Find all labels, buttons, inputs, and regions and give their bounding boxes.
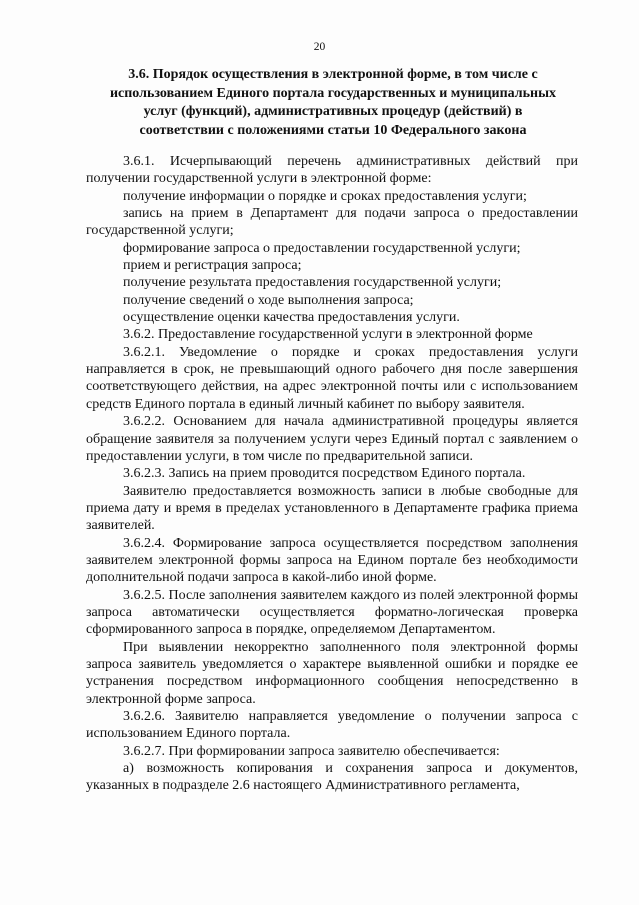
paragraph-3-6-2-1: 3.6.2.1. Уведомление о порядке и сроках предоставления услуги направляется в срок, не превышающий одного рабочего дня после завершения соответствующего действия, на адрес электронной почты или с использованием средств Единого портала в единый личный кабинет по выбору заявителя.	[86, 344, 578, 412]
list-item-registration: прием и регистрация запроса;	[123, 258, 302, 274]
list-item-result: получение результата предоставления государственной услуги;	[123, 275, 502, 291]
list-item-quality: осуществление оценки качества предоставления услуги.	[123, 310, 460, 326]
paragraph-3-6-2-3: 3.6.2.3. Запись на прием проводится посредством Единого портала.	[123, 466, 526, 482]
paragraph-3-6-2-2: 3.6.2.2. Основанием для начала административной процедуры является обращение заявителя за получением услуги через Единый портал с заявлением о предоставлении услуги, в том числе по предварительной записи.	[86, 414, 578, 464]
section-heading	[86, 66, 580, 140]
paragraph-3-6-1: 3.6.1. Исчерпывающий перечень административных действий при получении государственной услуги в электронной форме:	[86, 154, 578, 187]
heading-line: использованием Единого портала государственных и муниципальных	[109, 85, 557, 101]
document-body	[86, 153, 578, 795]
paragraph-3-6-2-5: 3.6.2.5. После заполнения заявителем каждого из полей электронной формы запроса автоматически осуществляется форматно-логическая проверка сформированного запроса в порядке, определяемом Департаментом.	[86, 587, 579, 638]
page-number: 20	[313, 41, 326, 53]
paragraph-3-6-2-4: 3.6.2.4. Формирование запроса осуществляется посредством заполнения заявителем электронной формы запроса на Едином портале без необходимости дополнительной подачи запроса в какой-либо иной форме.	[86, 535, 578, 586]
paragraph-3-6-2-6: 3.6.2.6. Заявителю направляется уведомление о получении запроса с использованием Единого портала.	[86, 709, 578, 742]
list-item-a: а) возможность копирования и сохранения запроса и документов, указанных в подразделе 2.6 настоящего Административного регламента,	[86, 761, 578, 794]
heading-line: соответствии с положениями статьи 10 Федерального закона	[139, 122, 527, 138]
list-item-appointment: запись на прием в Департамент для подачи запроса о предоставлении государственной услуги;	[86, 206, 578, 239]
paragraph-field-error: При выявлении некорректно заполненного поля электронной формы запроса заявитель уведомляется о характере выявленной ошибки и порядке ее устранения посредством информационного сообщения непосредственно в электронной форме запроса.	[86, 639, 578, 707]
list-item-information: получение информации о порядке и сроках предоставления услуги;	[123, 188, 527, 204]
heading-line: услуг (функций), административных процедур (действий) в	[143, 104, 523, 119]
paragraph-3-6-2: 3.6.2. Предоставление государственной услуги в электронной форме	[123, 327, 533, 343]
heading-line: 3.6. Порядок осуществления в электронной форме, в том числе с	[128, 67, 538, 82]
list-item-status: получение сведений о ходе выполнения запроса;	[123, 292, 414, 308]
paragraph-appointment-slots: Заявителю предоставляется возможность записи в любые свободные для приема дату и время в пределах установленного в Департаменте графика приема заявителей.	[86, 483, 578, 534]
list-item-request-forming: формирование запроса о предоставлении государственной услуги;	[123, 240, 521, 256]
paragraph-3-6-2-7: 3.6.2.7. При формировании запроса заявителю обеспечивается:	[123, 743, 500, 759]
